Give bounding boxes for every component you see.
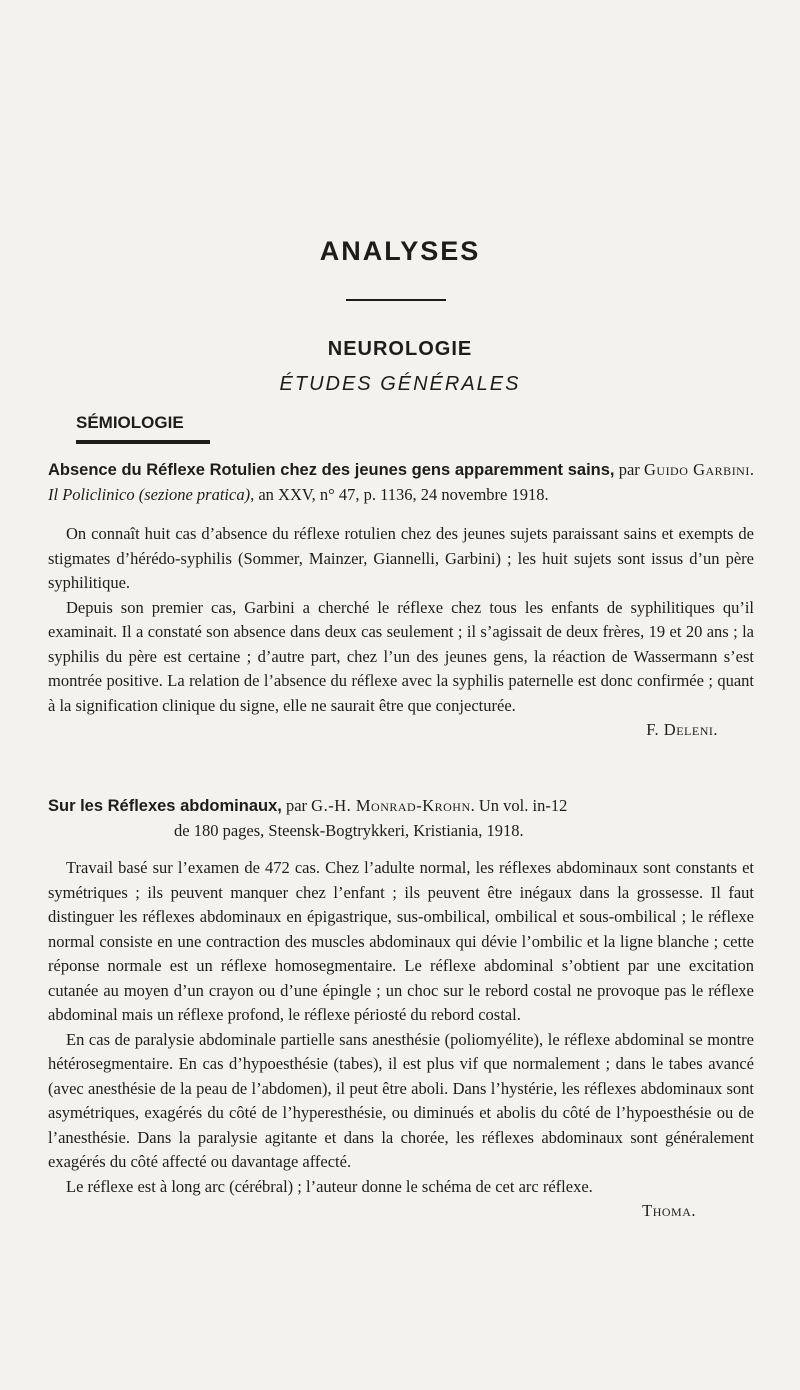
article-2-title: Sur les Réflexes abdominaux, xyxy=(48,797,282,815)
article-2-paragraph-3: Le réflexe est à long arc (cérébral) ; l’auteur donne le schéma de cet arc réflexe. xyxy=(66,1176,593,1196)
article-1-paragraph-2: Depuis son premier cas, Garbini a cherché le réflexe chez tous les enfants de syphilitiques qu’il examinait. Il a constaté son absence dans deux cas seulement ; il s’agissait de deux frères, 19 et 20 ans ; la syphilis du père est certaine ; d’autre part, chez l’un des jeunes gens, la réaction de Wassermann s’est montrée positive. La relation de l’absence du réflexe avec la syphilis paternelle est donc confirmée ; quant à la signification clinique du signe, elle ne saurait être que conjecturée. xyxy=(48,597,754,715)
category-heading: SÉMIOLOGIE xyxy=(76,413,184,432)
article-2-citation-line-1: . Un vol. in-12 xyxy=(470,796,568,815)
article-2-author: G.-H. Monrad-Krohn xyxy=(311,796,471,815)
category-underline xyxy=(76,440,210,444)
page-title: ANALYSES xyxy=(319,236,481,266)
article-1 xyxy=(48,458,754,743)
article-1-author: Guido Garbini xyxy=(643,460,750,479)
article-1-paragraph-1: On connaît huit cas d’absence du réflexe rotulien chez des jeunes sujets paraissant sains et exempts de stigmates d’hérédo-syphilis (Sommer, Mainzer, Giannelli, Garbini) ; les huit sujets sont issus d’un père syphilitique. xyxy=(48,524,754,592)
subsection-heading: ÉTUDES GÉNÉRALES xyxy=(279,373,521,395)
article-2-paragraph-1: Travail basé sur l’examen de 472 cas. Chez l’adulte normal, les réflexes abdominaux sont constants et symétriques ; ils peuvent manquer chez l’enfant ; ils peuvent être inégaux dans la grossesse. Il faut distinguer les réflexes abdominaux en épigastrique, sus-ombilical, ombilical et sous-ombilical ; le réflexe normal consiste en une contraction des muscles abdominaux qui dévie l’ombilic et la ligne blanche ; cette réponse normale est un réflexe homosegmentaire. Le réflexe abdominal s’obtient par une excitation cutanée au moyen d’un crayon ou d’une épingle ; un choc sur le rebord costal ne provoque pas le réflexe abdominal mais un réflexe profond, le réflexe périosté du rebord costal. xyxy=(48,858,754,1024)
article-1-journal: Il Policlinico (sezione pratica) xyxy=(48,484,251,504)
article-1-heading: Absence du Réflexe Rotulien chez des jeunes gens apparemment sains, par Guido Garbini. Il Policlinico (sezione pratica), an XXV, n° 47, p. 1136, 24 novembre 1918. xyxy=(48,460,754,504)
article-2-citation-line-2: de 180 pages, Steensk-Bogtrykkeri, Kristiania, 1918. xyxy=(174,820,524,840)
article-2-paragraph-2: En cas de paralysie abdominale partielle sans anesthésie (poliomyélite), le réflexe abdominal se montre hétérosegmentaire. En cas d’hypoesthésie (tabes), il est plus vif que normalement ; dans le tabes avancé (avec anesthésie de la peau de l’abdomen), il peut être aboli. Dans l’hystérie, les réflexes abdominaux sont asymétriques, exagérés du côté de l’hyperesthésie, ou diminués et abolis du côté de l’hypoesthésie ou de l’anesthésie. Dans la paralysie agitante et dans la chorée, les réflexes abdominaux sont généralement exagérés du côté affecté ou davantage affecté. xyxy=(48,1029,754,1171)
article-2 xyxy=(48,794,754,1224)
article-2-heading: Sur les Réflexes abdominaux, par G.-H. Monrad-Krohn. Un vol. in-12 xyxy=(48,796,568,815)
section-heading: NEUROLOGIE xyxy=(327,338,473,360)
title-divider xyxy=(346,299,446,301)
article-1-citation: , an XXV, n° 47, p. 1136, 24 novembre 1918. xyxy=(250,484,549,504)
article-2-signature: Thoma. xyxy=(642,1201,696,1220)
article-1-title: Absence du Réflexe Rotulien chez des jeunes gens apparemment sains, xyxy=(48,461,615,479)
article-1-signature: F. Deleni. xyxy=(646,720,718,739)
